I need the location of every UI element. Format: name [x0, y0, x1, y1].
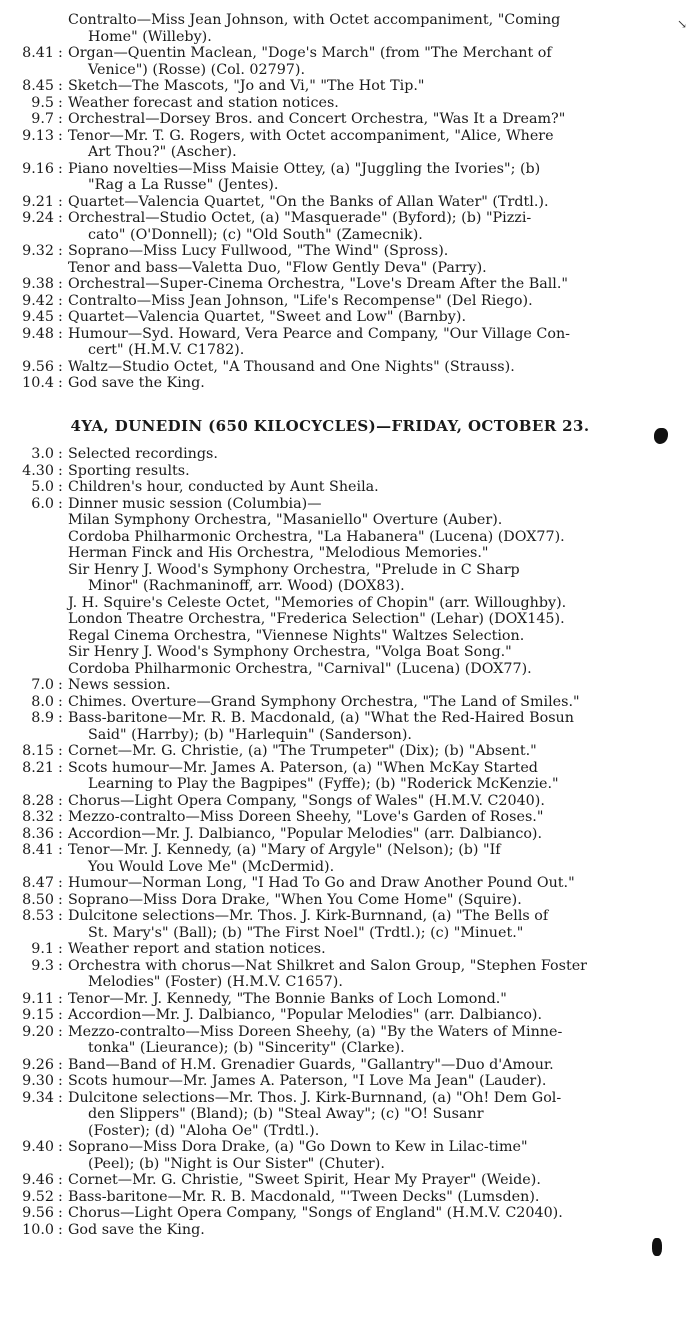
programme-entry: [0, 260, 700, 277]
programme-description: [68, 309, 700, 326]
programme-entry: [0, 111, 700, 128]
programme-time: 9.26: [22, 1056, 54, 1073]
programme-entry: [0, 793, 700, 810]
programme-time: 9.45: [22, 309, 54, 325]
programme-text-line: tonka" (Lieurance); (b) "Sincerity" (Clarke).: [88, 1040, 405, 1056]
programme-text-line: Tenor—Mr. J. Kennedy, "The Bonnie Banks of Loch Lomond.": [68, 990, 507, 1007]
programme-text-line: den Slippers" (Bland); (b) "Steal Away"; (c) "O! Susanr: [88, 1106, 484, 1122]
programme-time: 9.16: [22, 160, 54, 177]
programme-description: [68, 908, 700, 941]
margin-mark-icon: ↘: [677, 17, 688, 31]
programme-text-line: Dulcitone selections—Mr. Thos. J. Kirk-Burnnand, (a) "Oh! Dem Gol-: [68, 1089, 562, 1106]
programme-time: 8.45: [22, 78, 54, 94]
time-separator: :: [58, 94, 63, 111]
programme-entry: [0, 161, 700, 194]
programme-time: 9.56: [22, 358, 54, 375]
programme-text-line: cato" (O'Donnell); (c) "Old South" (Zamecnik).: [88, 226, 423, 243]
programme-text-line: cert" (H.M.V. C1782).: [88, 342, 245, 358]
programme-description: [68, 512, 700, 529]
programme-description: [68, 842, 700, 875]
programme-description: [68, 760, 700, 793]
programme-time: 9.42: [22, 292, 54, 309]
time-separator: :: [58, 309, 63, 325]
programme-entry: [0, 908, 700, 941]
programme-entry: [0, 710, 700, 743]
programme-entry: [0, 661, 700, 678]
time-separator: :: [58, 78, 63, 94]
programme-time: 9.48: [22, 325, 54, 342]
time-separator: :: [58, 292, 63, 309]
programme-description: [68, 743, 700, 760]
time-separator: :: [58, 743, 63, 759]
programme-text-line: (Peel); (b) "Night is Our Sister" (Chuter).: [88, 1155, 385, 1172]
programme-text-line: News session.: [68, 677, 171, 693]
programme-time: 3.0: [31, 446, 54, 462]
programme-description: [68, 12, 700, 45]
programme-time: [0, 611, 58, 628]
programme-description: [68, 529, 700, 546]
programme-time: 9.21: [22, 193, 54, 210]
programme-time: 9.34: [22, 1089, 54, 1106]
programme-description: [68, 128, 700, 161]
programme-description: [68, 661, 700, 678]
time-separator: :: [58, 891, 63, 908]
programme-text-line: Band—Band of H.M. Grenadier Guards, "Gallantry"—Duo d'Amour.: [68, 1056, 554, 1073]
programme-text-line: Tenor—Mr. T. G. Rogers, with Octet accompaniment, "Alice, Where: [68, 127, 554, 144]
programme-entry: [0, 446, 700, 463]
programme-text-line: Humour—Norman Long, "I Had To Go and Draw Another Pound Out.": [68, 875, 575, 891]
time-separator: :: [58, 127, 63, 144]
programme-description: [68, 694, 700, 711]
programme-time: 9.30: [22, 1073, 54, 1089]
programme-time: 4.30: [22, 462, 54, 479]
programme-entry: [0, 644, 700, 661]
programme-description: [68, 161, 700, 194]
programme-text-line: Orchestra with chorus—Nat Shilkret and Salon Group, "Stephen Foster: [68, 957, 588, 974]
programme-entry: [0, 809, 700, 826]
programme-entry: [0, 941, 700, 958]
programme-description: [68, 562, 700, 595]
programme-text-line: Children's hour, conducted by Aunt Sheila.: [68, 479, 379, 495]
programme-text-line: God save the King.: [68, 375, 205, 391]
programme-entry: [0, 826, 700, 843]
time-separator: :: [58, 1221, 63, 1238]
ink-blot: [652, 1238, 662, 1256]
programme-text-line: Weather report and station notices.: [68, 941, 326, 957]
programme-description: [68, 479, 700, 496]
programme-entry: [0, 760, 700, 793]
programme-description: [68, 875, 700, 892]
programme-text-line: (Foster); (d) "Aloha Oe" (Trdtl.).: [88, 1122, 320, 1139]
time-separator: :: [58, 210, 63, 226]
programme-time: 8.9: [31, 710, 54, 726]
programme-description: [68, 677, 700, 694]
programme-description: [68, 793, 700, 810]
programme-entry: [0, 1007, 700, 1024]
programme-entry: [0, 1073, 700, 1090]
programme-entry: [0, 479, 700, 496]
programme-entry: [0, 694, 700, 711]
programme-text-line: Said" (Harrby); (b) "Harlequin" (Sanderson).: [88, 726, 412, 743]
programme-text-line: Home" (Willeby).: [88, 28, 212, 45]
time-separator: :: [58, 375, 63, 391]
programme-text-line: Accordion—Mr. J. Dalbianco, "Popular Melodies" (arr. Dalbianco).: [68, 825, 543, 842]
programme-entry: [0, 210, 700, 243]
programme-entry: [0, 1222, 700, 1239]
programme-text-line: Quartet—Valencia Quartet, "Sweet and Low" (Barnby).: [68, 309, 466, 325]
programme-entry: [0, 595, 700, 612]
programme-time: 7.0: [31, 677, 54, 693]
programme-description: [68, 78, 700, 95]
time-separator: :: [58, 693, 63, 710]
programme-entry: [0, 842, 700, 875]
programme-description: [68, 826, 700, 843]
programme-description: [68, 611, 700, 628]
programme-time: 9.20: [22, 1023, 54, 1040]
programme-description: [68, 446, 700, 463]
programme-time: 9.11: [22, 990, 54, 1007]
programme-text-line: "Rag a La Russe" (Jentes).: [88, 177, 279, 193]
programme-text-line: J. H. Squire's Celeste Octet, "Memories of Chopin" (arr. Willoughby).: [68, 594, 567, 611]
programme-time: 9.15: [22, 1007, 54, 1023]
time-separator: :: [58, 1056, 63, 1073]
time-separator: [58, 661, 68, 678]
time-separator: [58, 595, 68, 612]
programme-text-line: Cordoba Philharmonic Orchestra, "Carnival" (Lucena) (DOX77).: [68, 660, 532, 677]
programme-entry: [0, 991, 700, 1008]
programme-entry: [0, 512, 700, 529]
time-separator: :: [58, 1007, 63, 1023]
programme-time: 6.0: [31, 495, 54, 512]
programme-description: [68, 991, 700, 1008]
time-separator: :: [58, 446, 63, 462]
programme-text-line: Cornet—Mr. G. Christie, "Sweet Spirit, Hear My Prayer" (Weide).: [68, 1172, 541, 1188]
programme-text-line: Chorus—Light Opera Company, "Songs of Wales" (H.M.V. C2040).: [68, 792, 545, 809]
programme-time: [0, 12, 58, 45]
time-separator: [58, 512, 68, 529]
time-separator: :: [58, 842, 63, 858]
programme-text-line: Sporting results.: [68, 462, 190, 479]
time-separator: :: [58, 1205, 63, 1221]
programme-entry: [0, 78, 700, 95]
time-separator: :: [58, 875, 63, 891]
programme-text-line: Mezzo-contralto—Miss Doreen Sheehy, (a) "By the Waters of Minne-: [68, 1023, 563, 1040]
programme-time: 8.47: [22, 875, 54, 891]
programme-time: 8.0: [31, 693, 54, 710]
programme-time: 8.50: [22, 891, 54, 908]
programme-text-line: Art Thou?" (Ascher).: [88, 144, 237, 160]
programme-entry: [0, 12, 700, 45]
programme-description: [68, 1007, 700, 1024]
programme-time: 8.53: [22, 908, 54, 924]
programme-text-line: Dinner music session (Columbia)—: [68, 495, 322, 512]
programme-text-line: Contralto—Miss Jean Johnson, with Octet accompaniment, "Coming: [68, 12, 561, 28]
programme-entry: [0, 128, 700, 161]
time-separator: :: [58, 1172, 63, 1188]
programme-time: 9.13: [22, 127, 54, 144]
time-separator: :: [58, 495, 63, 512]
programme-description: [68, 326, 700, 359]
programme-text-line: Selected recordings.: [68, 446, 218, 462]
time-separator: :: [58, 358, 63, 375]
programme-time: 9.52: [22, 1188, 54, 1205]
time-separator: :: [58, 276, 63, 292]
programme-entry: [0, 276, 700, 293]
programme-entry: [0, 1189, 700, 1206]
programme-entry: [0, 545, 700, 562]
time-separator: :: [58, 990, 63, 1007]
programme-text-line: Waltz—Studio Octet, "A Thousand and One Nights" (Strauss).: [68, 358, 515, 375]
time-separator: [58, 545, 68, 562]
programme-description: [68, 1205, 700, 1222]
programme-text-line: Herman Finck and His Orchestra, "Melodious Memories.": [68, 545, 489, 561]
time-separator: :: [58, 45, 63, 61]
programme-text-line: Scots humour—Mr. James A. Paterson, (a) "When McKay Started: [68, 759, 538, 776]
programme-description: [68, 1139, 700, 1172]
station-heading: 4YA, DUNEDIN (650 KILOCYCLES)—FRIDAY, OCTOBER 23.: [70, 416, 590, 435]
programme-entry: [0, 743, 700, 760]
programme-time: [0, 545, 58, 562]
programme-time: [0, 562, 58, 595]
programme-description: [68, 210, 700, 243]
time-separator: :: [58, 243, 63, 259]
programme-text-line: Orchestral—Studio Octet, (a) "Masquerade" (Byford); (b) "Pizzi-: [68, 210, 532, 226]
time-separator: [58, 529, 68, 546]
programme-entry: [0, 1090, 700, 1140]
programme-text-line: Soprano—Miss Dora Drake, "When You Come Home" (Squire).: [68, 891, 522, 908]
programme-description: [68, 1024, 700, 1057]
programme-entry: [0, 496, 700, 513]
programme-text-line: Learning to Play the Bagpipes" (Fyffe); (b) "Roderick McKenzie.": [88, 776, 559, 792]
programme-description: [68, 1073, 700, 1090]
time-separator: [58, 12, 68, 45]
programme-text-line: Cordoba Philharmonic Orchestra, "La Habanera" (Lucena) (DOX77).: [68, 528, 565, 545]
programme-text-line: Bass-baritone—Mr. R. B. Macdonald, "'Tween Decks" (Lumsden).: [68, 1188, 540, 1205]
programme-entry: [0, 243, 700, 260]
time-separator: [58, 260, 68, 277]
programme-time: 8.36: [22, 825, 54, 842]
programme-entry: [0, 1139, 700, 1172]
time-separator: [58, 644, 68, 661]
ink-blot: [654, 428, 668, 444]
programme-text-line: Tenor—Mr. J. Kennedy, (a) "Mary of Argyle" (Nelson); (b) "If: [68, 842, 501, 858]
programme-text-line: Contralto—Miss Jean Johnson, "Life's Recompense" (Del Riego).: [68, 292, 533, 309]
programme-description: [68, 293, 700, 310]
programme-text-line: St. Mary's" (Ball); (b) "The First Noel" (Trdtl.); (c) "Minuet.": [88, 924, 524, 941]
programme-time: 8.21: [22, 759, 54, 776]
programme-text-line: Milan Symphony Orchestra, "Masaniello" Overture (Auber).: [68, 512, 503, 528]
time-separator: :: [58, 809, 63, 825]
programme-description: [68, 260, 700, 277]
programme-description: [68, 1222, 700, 1239]
programme-time: 9.32: [22, 243, 54, 259]
time-separator: :: [58, 908, 63, 924]
programme-entry: [0, 359, 700, 376]
previous-station-schedule: [0, 0, 700, 392]
programme-text-line: Melodies" (Foster) (H.M.V. C1657).: [88, 974, 343, 990]
programme-time: 8.15: [22, 743, 54, 759]
programme-entry: [0, 628, 700, 645]
programme-description: [68, 276, 700, 293]
programme-entry: [0, 892, 700, 909]
programme-text-line: Mezzo-contralto—Miss Doreen Sheehy, "Love's Garden of Roses.": [68, 809, 544, 825]
programme-description: [68, 958, 700, 991]
programme-time: 8.41: [22, 45, 54, 61]
time-separator: :: [58, 462, 63, 479]
programme-entry: [0, 1024, 700, 1057]
programme-entry: [0, 309, 700, 326]
time-separator: :: [58, 792, 63, 809]
programme-text-line: Weather forecast and station notices.: [68, 94, 339, 111]
time-separator: :: [58, 193, 63, 210]
programme-description: [68, 1090, 700, 1140]
programme-entry: [0, 677, 700, 694]
time-separator: :: [58, 160, 63, 177]
programme-description: [68, 644, 700, 661]
programme-entry: [0, 958, 700, 991]
time-separator: :: [58, 1023, 63, 1040]
programme-description: [68, 111, 700, 128]
programme-time: 9.56: [22, 1205, 54, 1221]
programme-text-line: Quartet—Valencia Quartet, "On the Banks of Allan Water" (Trdtl.).: [68, 193, 549, 210]
programme-text-line: Humour—Syd. Howard, Vera Pearce and Company, "Our Village Con-: [68, 325, 571, 342]
programme-time: [0, 529, 58, 546]
programme-entry: [0, 529, 700, 546]
time-separator: :: [58, 1073, 63, 1089]
programme-description: [68, 243, 700, 260]
programme-time: 9.3: [31, 957, 54, 974]
programme-text-line: Chimes. Overture—Grand Symphony Orchestra, "The Land of Smiles.": [68, 693, 580, 710]
programme-description: [68, 545, 700, 562]
time-separator: :: [58, 825, 63, 842]
programme-text-line: You Would Love Me" (McDermid).: [88, 858, 335, 875]
programme-text-line: Tenor and bass—Valetta Duo, "Flow Gently Deva" (Parry).: [68, 259, 487, 276]
programme-description: [68, 1172, 700, 1189]
programme-description: [68, 892, 700, 909]
section-gap: [0, 392, 700, 414]
programme-text-line: Regal Cinema Orchestra, "Viennese Nights" Waltzes Selection.: [68, 627, 525, 644]
programme-time: 9.5: [31, 94, 54, 111]
programme-description: [68, 463, 700, 480]
programme-entry: [0, 875, 700, 892]
programme-time: [0, 595, 58, 612]
programme-time: 8.28: [22, 792, 54, 809]
programme-text-line: Venice") (Rosse) (Col. 02797).: [88, 61, 306, 78]
programme-entry: [0, 95, 700, 112]
programme-time: [0, 661, 58, 678]
programme-text-line: Chorus—Light Opera Company, "Songs of England" (H.M.V. C2040).: [68, 1205, 563, 1221]
programme-time: 8.32: [22, 809, 54, 825]
time-separator: :: [58, 710, 63, 726]
programme-text-line: Dulcitone selections—Mr. Thos. J. Kirk-Burnnand, (a) "The Bells of: [68, 908, 549, 924]
programme-description: [68, 496, 700, 513]
programme-entry: [0, 326, 700, 359]
programme-text-line: London Theatre Orchestra, "Frederica Selection" (Lehar) (DOX145).: [68, 611, 565, 627]
programme-text-line: Cornet—Mr. G. Christie, (a) "The Trumpeter" (Dix); (b) "Absent.": [68, 743, 537, 759]
programme-text-line: Bass-baritone—Mr. R. B. Macdonald, (a) "What the Red-Haired Bosun: [68, 710, 574, 726]
programme-entry: [0, 45, 700, 78]
time-separator: :: [58, 111, 63, 127]
time-separator: :: [58, 957, 63, 974]
programme-time: 9.38: [22, 276, 54, 292]
programme-text-line: Accordion—Mr. J. Dalbianco, "Popular Melodies" (arr. Dalbianco).: [68, 1007, 543, 1023]
time-separator: :: [58, 325, 63, 342]
programme-description: [68, 45, 700, 78]
time-separator: :: [58, 1089, 63, 1106]
programme-time: 5.0: [31, 479, 54, 495]
programme-description: [68, 1057, 700, 1074]
programme-time: 9.24: [22, 210, 54, 226]
programme-entry: [0, 1172, 700, 1189]
time-separator: [58, 611, 68, 628]
time-separator: [58, 562, 68, 595]
programme-description: [68, 595, 700, 612]
programme-entry: [0, 1057, 700, 1074]
programme-text-line: Organ—Quentin Maclean, "Doge's March" (from "The Merchant of: [68, 45, 552, 61]
programme-time: 9.46: [22, 1172, 54, 1188]
programme-time: [0, 512, 58, 529]
programme-text-line: Piano novelties—Miss Maisie Ottey, (a) "Juggling the Ivories"; (b): [68, 160, 541, 177]
programme-text-line: Soprano—Miss Lucy Fullwood, "The Wind" (Spross).: [68, 243, 449, 259]
programme-entry: [0, 375, 700, 392]
programme-text-line: Minor" (Rachmaninoff, arr. Wood) (DOX83).: [88, 578, 405, 594]
time-separator: :: [58, 1188, 63, 1205]
time-separator: :: [58, 941, 63, 957]
programme-text-line: Sir Henry J. Wood's Symphony Orchestra, "Volga Boat Song.": [68, 644, 512, 660]
programme-entry: [0, 463, 700, 480]
programme-time: [0, 260, 58, 277]
programme-time: 10.4: [22, 375, 54, 391]
programme-text-line: Scots humour—Mr. James A. Paterson, "I Love Ma Jean" (Lauder).: [68, 1073, 547, 1089]
programme-description: [68, 375, 700, 392]
programme-description: [68, 1189, 700, 1206]
programme-entry: [0, 1205, 700, 1222]
programme-time: 10.0: [22, 1221, 54, 1238]
time-separator: :: [58, 759, 63, 776]
programme-entry: [0, 194, 700, 211]
programme-description: [68, 809, 700, 826]
programme-time: 9.1: [31, 941, 54, 957]
programme-time: 8.41: [22, 842, 54, 858]
programme-entry: [0, 611, 700, 628]
dunedin-schedule: [0, 446, 700, 1238]
programme-time: 9.7: [31, 111, 54, 127]
programme-time: [0, 644, 58, 661]
programme-text-line: Orchestral—Super-Cinema Orchestra, "Love's Dream After the Ball.": [68, 276, 568, 292]
programme-text-line: Sir Henry J. Wood's Symphony Orchestra, "Prelude in C Sharp: [68, 561, 520, 578]
programme-description: [68, 710, 700, 743]
time-separator: [58, 628, 68, 645]
programme-text-line: God save the King.: [68, 1221, 205, 1238]
programme-description: [68, 359, 700, 376]
programme-text-line: Orchestral—Dorsey Bros. and Concert Orchestra, "Was It a Dream?": [68, 111, 566, 127]
programme-time: 9.40: [22, 1139, 54, 1155]
time-separator: :: [58, 677, 63, 693]
programme-description: [68, 941, 700, 958]
time-separator: :: [58, 479, 63, 495]
programme-text-line: Sketch—The Mascots, "Jo and Vi," "The Hot Tip.": [68, 78, 425, 94]
time-separator: :: [58, 1139, 63, 1155]
programme-entry: [0, 562, 700, 595]
programme-description: [68, 194, 700, 211]
programme-description: [68, 628, 700, 645]
programme-text-line: Soprano—Miss Dora Drake, (a) "Go Down to Kew in Lilac-time": [68, 1139, 528, 1155]
programme-entry: [0, 293, 700, 310]
programme-description: [68, 95, 700, 112]
programme-time: [0, 628, 58, 645]
